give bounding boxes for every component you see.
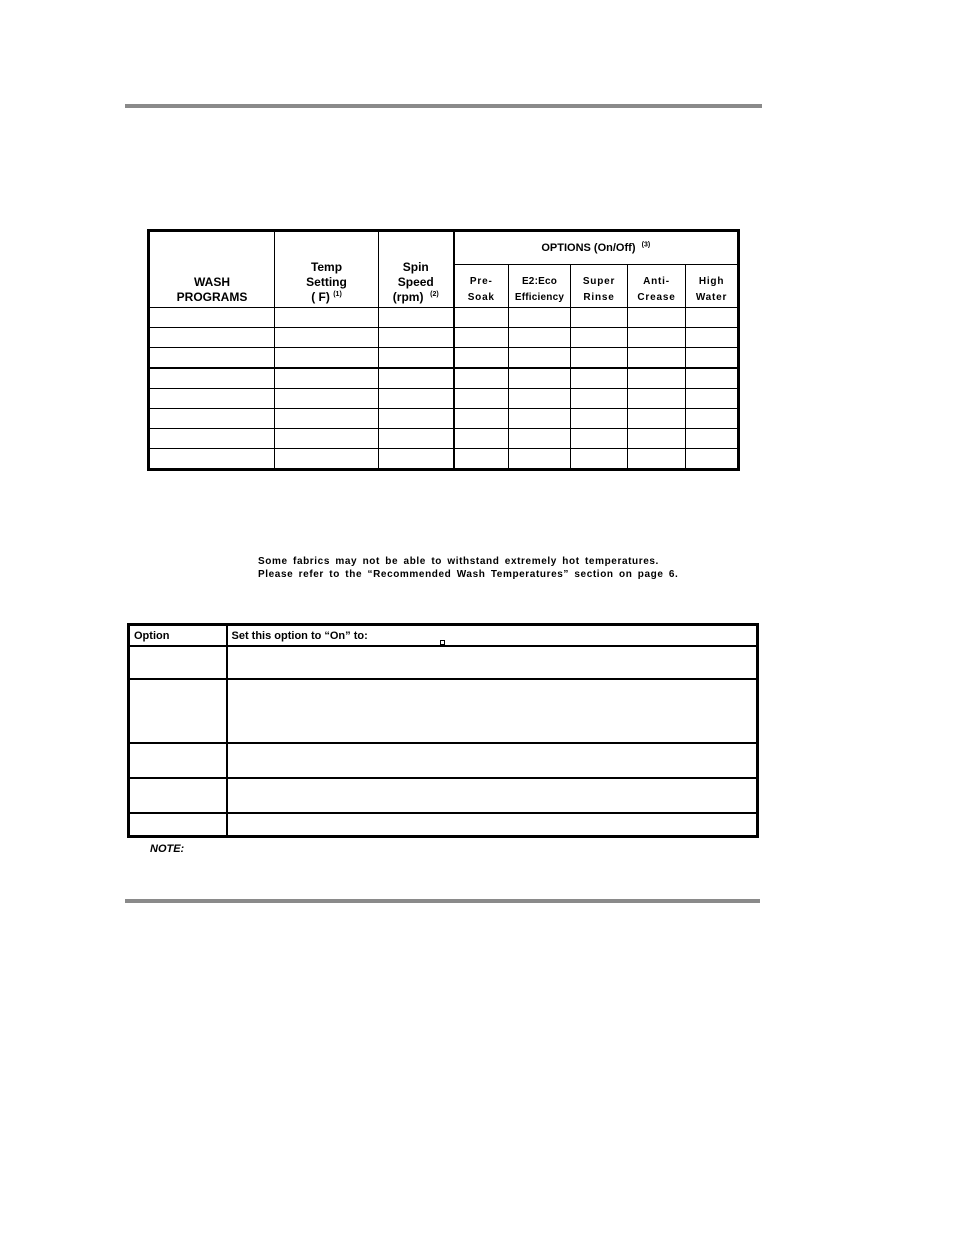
fabric-temperature-note — [258, 555, 698, 581]
program-cell — [628, 368, 686, 389]
program-cell — [686, 389, 739, 409]
description-cell — [227, 778, 758, 813]
note-label: NOTE: — [150, 843, 185, 855]
program-cell — [275, 449, 379, 470]
bottom-divider — [125, 899, 760, 903]
option-cell — [129, 646, 227, 679]
program-cell — [686, 328, 739, 348]
program-cell — [149, 429, 275, 449]
program-cell — [149, 409, 275, 429]
description-cell — [227, 646, 758, 679]
program-cell — [686, 308, 739, 328]
program-cell — [628, 409, 686, 429]
option-presoak-header: Pre- Soak — [454, 265, 509, 308]
program-cell — [379, 328, 454, 348]
program-cell — [509, 429, 571, 449]
option-column-header: Option — [129, 625, 227, 647]
program-cell — [509, 348, 571, 369]
program-cell — [379, 368, 454, 389]
program-cell — [275, 308, 379, 328]
program-cell — [149, 308, 275, 328]
program-cell — [628, 389, 686, 409]
program-row — [149, 389, 739, 409]
program-cell — [628, 429, 686, 449]
option-cell — [129, 813, 227, 836]
program-rows — [149, 308, 739, 470]
program-cell — [571, 368, 628, 389]
program-cell — [454, 328, 509, 348]
program-cell — [379, 409, 454, 429]
fabric-note-line-1: Some fabrics may not be able to withstand extremely hot temperatures. — [258, 556, 659, 567]
program-cell — [509, 368, 571, 389]
program-cell — [509, 328, 571, 348]
program-cell — [379, 429, 454, 449]
wash-programs-table — [147, 229, 740, 471]
program-cell — [149, 348, 275, 369]
program-cell — [509, 389, 571, 409]
program-cell — [628, 328, 686, 348]
program-cell — [686, 348, 739, 369]
program-cell — [379, 389, 454, 409]
option-high-water-header: High Water — [686, 265, 739, 308]
program-cell — [509, 449, 571, 470]
program-cell — [686, 429, 739, 449]
program-cell — [275, 389, 379, 409]
program-cell — [686, 449, 739, 470]
program-cell — [275, 368, 379, 389]
temp-setting-header: Temp Setting ( F) $^{(1)}$ — [275, 231, 379, 308]
program-cell — [571, 308, 628, 328]
program-cell — [628, 348, 686, 369]
program-cell — [571, 389, 628, 409]
program-cell — [571, 429, 628, 449]
description-column-header: Set this option to “On” to: — [227, 625, 758, 647]
description-cell — [227, 679, 758, 743]
program-cell — [454, 429, 509, 449]
program-cell — [454, 449, 509, 470]
program-cell — [454, 308, 509, 328]
option-descriptions-table — [127, 623, 759, 838]
program-cell — [149, 389, 275, 409]
program-cell — [454, 348, 509, 369]
option-eco-efficiency-header: E2:Eco Efficiency — [509, 265, 571, 308]
program-cell — [571, 449, 628, 470]
spin-speed-header: Spin Speed (rpm) $^{(2)}$ — [379, 231, 454, 308]
options-header: OPTIONS (On/Off) $^{(3)}$ — [454, 231, 739, 265]
program-cell — [686, 368, 739, 389]
program-row — [149, 328, 739, 348]
program-row — [149, 348, 739, 369]
option-cell — [129, 778, 227, 813]
program-cell — [509, 409, 571, 429]
option-cell — [129, 679, 227, 743]
program-row — [149, 429, 739, 449]
program-cell — [686, 409, 739, 429]
program-cell — [628, 308, 686, 328]
description-cell — [227, 743, 758, 778]
option-anti-crease-header: Anti- Crease — [628, 265, 686, 308]
option-cell — [129, 743, 227, 778]
program-cell — [149, 328, 275, 348]
program-row — [149, 409, 739, 429]
fabric-note-line-2: Please refer to the “Recommended Wash Temperatures” section on page 6. — [258, 569, 679, 580]
program-cell — [275, 328, 379, 348]
program-cell — [379, 449, 454, 470]
program-cell — [275, 409, 379, 429]
program-cell — [571, 409, 628, 429]
program-row — [149, 368, 739, 389]
wash-programs-header: WASH PROGRAMS — [149, 231, 275, 308]
program-cell — [275, 348, 379, 369]
program-cell — [628, 449, 686, 470]
program-row — [149, 308, 739, 328]
top-divider — [125, 104, 762, 108]
program-cell — [571, 348, 628, 369]
small-square-marker — [440, 640, 445, 645]
program-cell — [454, 389, 509, 409]
program-cell — [149, 368, 275, 389]
program-cell — [275, 429, 379, 449]
program-cell — [379, 308, 454, 328]
program-cell — [149, 449, 275, 470]
description-cell — [227, 813, 758, 836]
program-cell — [454, 368, 509, 389]
program-row — [149, 449, 739, 470]
program-cell — [571, 328, 628, 348]
program-cell — [454, 409, 509, 429]
program-cell — [379, 348, 454, 369]
option-super-rinse-header: Super Rinse — [571, 265, 628, 308]
program-cell — [509, 308, 571, 328]
